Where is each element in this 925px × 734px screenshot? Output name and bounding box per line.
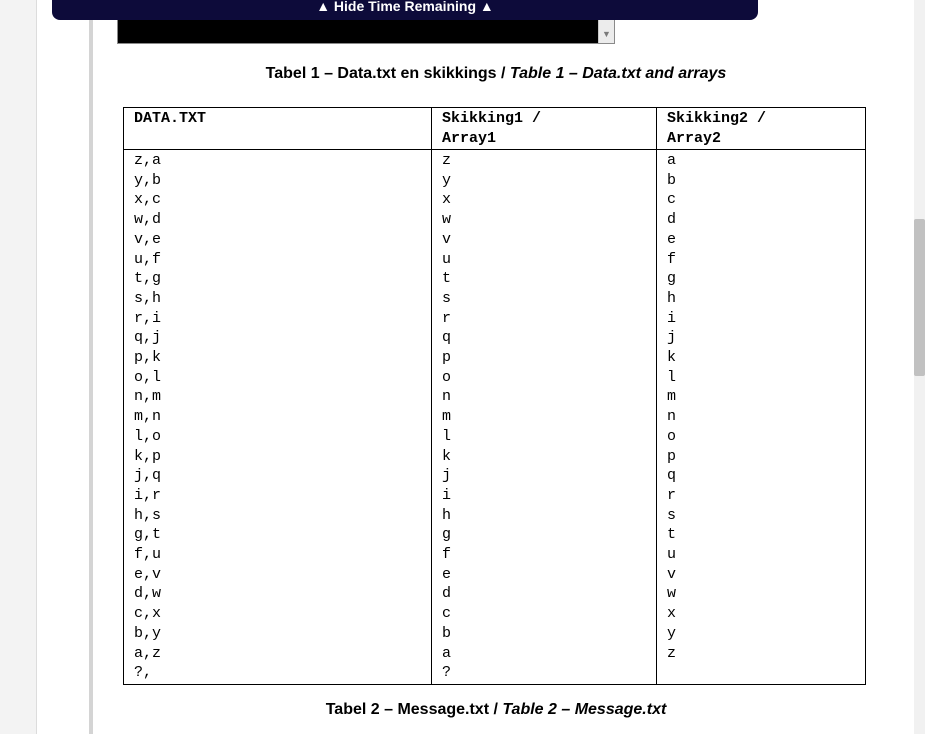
col2-line: e bbox=[442, 565, 452, 583]
header-array2-line2: Array2 bbox=[667, 129, 722, 147]
col3-line: l bbox=[667, 368, 677, 386]
col3-line: d bbox=[667, 211, 677, 229]
col2-line: g bbox=[442, 526, 452, 544]
col2-line: o bbox=[442, 368, 452, 386]
col3-line: c bbox=[667, 191, 677, 209]
col2-line: s bbox=[442, 289, 452, 307]
col2-line: t bbox=[442, 270, 452, 288]
col3-line: b bbox=[667, 171, 677, 189]
col1-line: i,r bbox=[134, 486, 162, 504]
col1-line: z,a bbox=[134, 152, 162, 169]
col1-line: r,i bbox=[134, 309, 162, 327]
col2-line: y bbox=[442, 171, 452, 189]
col3-line: o bbox=[667, 427, 677, 445]
col3-line: m bbox=[667, 388, 677, 406]
col2-line: n bbox=[442, 388, 452, 406]
col2-line: w bbox=[442, 211, 452, 229]
col1-line: n,m bbox=[134, 388, 162, 406]
header-array1 bbox=[432, 108, 657, 150]
col1-line: ?, bbox=[134, 664, 153, 682]
page-scrollbar[interactable] bbox=[914, 0, 925, 734]
header-array2-line1: Skikking2 / bbox=[667, 110, 767, 127]
col2-line: k bbox=[442, 447, 452, 465]
col1-line: f,u bbox=[134, 546, 162, 564]
col3-line: f bbox=[667, 250, 677, 268]
col1-line: m,n bbox=[134, 408, 162, 426]
col1-line: q,j bbox=[134, 329, 162, 347]
col3-line: n bbox=[667, 408, 677, 426]
col3-line: p bbox=[667, 447, 677, 465]
header-data-txt: DATA.TXT bbox=[124, 108, 432, 150]
col1-line: l,o bbox=[134, 427, 162, 445]
col2-line: c bbox=[442, 605, 452, 623]
col3-line: z bbox=[667, 644, 677, 662]
col3-line: k bbox=[667, 349, 677, 367]
col1-line: g,t bbox=[134, 526, 162, 544]
col1-line: e,v bbox=[134, 565, 162, 583]
table-header-row bbox=[124, 108, 866, 150]
col1-line: a,z bbox=[134, 644, 162, 662]
col3-line: j bbox=[667, 329, 677, 347]
col2-line: d bbox=[442, 585, 452, 603]
col1-line: c,x bbox=[134, 605, 162, 623]
col1-line: b,y bbox=[134, 624, 162, 642]
col3-line: i bbox=[667, 309, 677, 327]
col3-line: y bbox=[667, 624, 677, 642]
col1-line: u,f bbox=[134, 250, 162, 268]
col1-line: s,h bbox=[134, 289, 162, 307]
table1-caption-italic: Table 1 – Data.txt and arrays bbox=[509, 65, 727, 82]
answer-textarea[interactable] bbox=[117, 18, 615, 44]
col2-line: b bbox=[442, 624, 452, 642]
col1-line: w,d bbox=[134, 211, 162, 229]
col1-line: k,p bbox=[134, 447, 162, 465]
col2-line: v bbox=[442, 230, 452, 248]
col2-line: q bbox=[442, 329, 452, 347]
col3-line: t bbox=[667, 526, 677, 544]
col1-line: d,w bbox=[134, 585, 162, 603]
table2-caption-text: Tabel 2 – Message.txt / bbox=[325, 701, 503, 718]
col3-line: a bbox=[667, 152, 677, 169]
col2-line: j bbox=[442, 467, 452, 485]
col3-line: w bbox=[667, 585, 677, 603]
col3-line: r bbox=[667, 486, 677, 504]
table2-caption-italic: Table 2 – Message.txt bbox=[502, 701, 667, 718]
col1-line: x,c bbox=[134, 191, 162, 209]
col2-line: f bbox=[442, 546, 452, 564]
header-array2 bbox=[657, 108, 866, 150]
col1-line: v,e bbox=[134, 230, 162, 248]
table2-caption bbox=[93, 701, 899, 719]
col2-line: a bbox=[442, 644, 452, 662]
col2-line: z bbox=[442, 152, 452, 169]
col2-line: ? bbox=[442, 664, 452, 682]
col3-line: q bbox=[667, 467, 677, 485]
col1-line: y,b bbox=[134, 171, 162, 189]
col2-line: p bbox=[442, 349, 452, 367]
col1-line: t,g bbox=[134, 270, 162, 288]
col1-line: o,l bbox=[134, 368, 162, 386]
col3-line: h bbox=[667, 289, 677, 307]
col1-line: p,k bbox=[134, 349, 162, 367]
question-left-rule bbox=[89, 0, 93, 734]
col2-line: x bbox=[442, 191, 452, 209]
col2-line: l bbox=[442, 427, 452, 445]
table-row bbox=[124, 150, 866, 685]
col3-line: v bbox=[667, 565, 677, 583]
col2-line: u bbox=[442, 250, 452, 268]
col2-line: r bbox=[442, 309, 452, 327]
array2-cell bbox=[657, 150, 866, 685]
table1-caption bbox=[93, 65, 899, 83]
header-array1-line2: Array1 bbox=[442, 129, 497, 147]
col3-line: g bbox=[667, 270, 677, 288]
col2-line: m bbox=[442, 408, 452, 426]
array1-cell bbox=[432, 150, 657, 685]
header-array1-line1: Skikking1 / bbox=[442, 110, 542, 127]
col2-line: h bbox=[442, 506, 452, 524]
col1-line: j,q bbox=[134, 467, 162, 485]
col2-line: i bbox=[442, 486, 452, 504]
hide-time-remaining-button[interactable]: ▲ Hide Time Remaining ▲ bbox=[52, 0, 758, 20]
data-txt-cell bbox=[124, 150, 432, 685]
col3-line: e bbox=[667, 230, 677, 248]
col3-line: u bbox=[667, 546, 677, 564]
col1-line: h,s bbox=[134, 506, 162, 524]
col3-line: x bbox=[667, 605, 677, 623]
textarea-scroll-down-icon[interactable]: ▼ bbox=[598, 19, 614, 43]
table1-caption-text: Tabel 1 – Data.txt en skikkings / bbox=[265, 65, 510, 82]
col3-line: s bbox=[667, 506, 677, 524]
page-scrollbar-thumb[interactable] bbox=[914, 219, 925, 376]
data-arrays-table bbox=[123, 107, 866, 685]
